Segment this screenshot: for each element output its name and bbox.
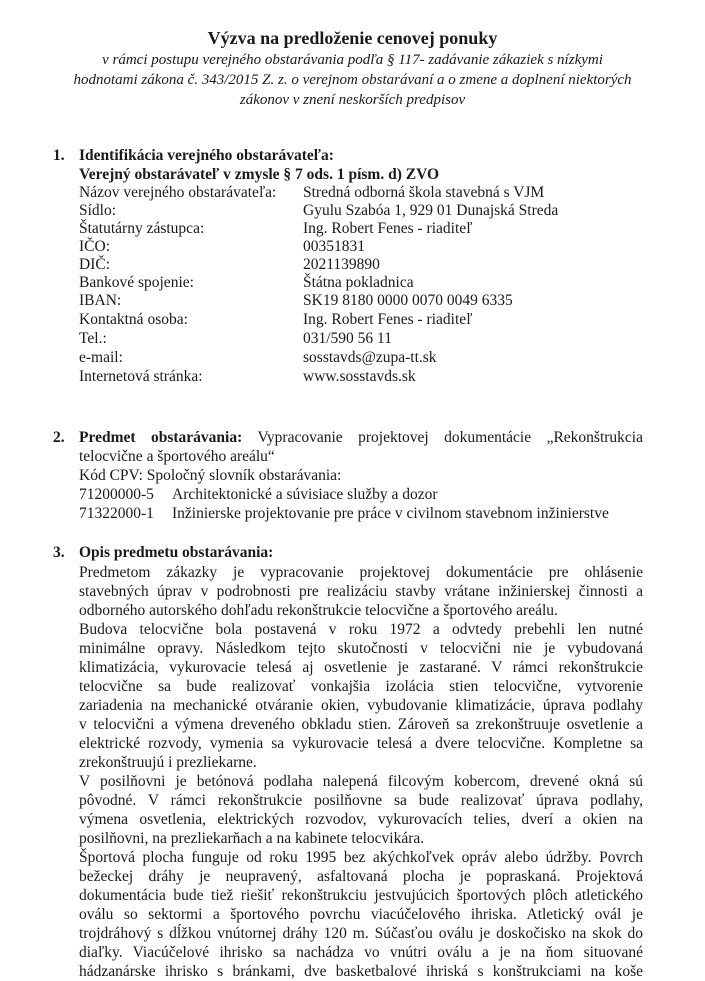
body-line: Predmetom zákazky je vypracovanie projektovej dokumentácie pre ohlásenie — [79, 564, 643, 581]
row-value: Ing. Robert Fenes - riaditeľ — [303, 220, 473, 237]
body-line: zariadenia na mechanické otváranie okien, vybudovanie klimatizácie, úprava podlahy — [79, 697, 643, 714]
subtitle-line: v rámci postupu verejného obstarávania podľa § 117- zadávanie zákaziek s nízkymi — [102, 52, 603, 68]
cpv-code: 71322000-1 — [79, 505, 154, 522]
body-line: posilňovni, na prezliekarňach a na kabinete telocvikára. — [79, 830, 425, 847]
row-label: Tel.: — [79, 330, 107, 347]
row-value: 00351831 — [303, 238, 365, 255]
row-value: SK19 8180 0000 0070 0049 6335 — [303, 292, 513, 309]
body-line: Športová plocha funguje od roku 1995 bez akýchkoľvek opráv alebo údržby. Povrch — [79, 849, 643, 866]
row-value: www.sosstavds.sk — [303, 368, 416, 385]
body-line: trojdráhový s dĺžkou vnútornej dráhy 120 m. Súčasťou oválu je doskočisko na skok do — [79, 925, 643, 942]
cpv-code: 71200000-5 — [79, 486, 154, 503]
cpv-description: Inžinierske projektovanie pre práce v civilnom stavebnom inžinierstve — [172, 505, 609, 522]
body-line: diaľky. Viacúčelové ihrisko sa nachádza vo vnútri oválu a je na ňom situované — [79, 944, 643, 961]
subtitle-line: zákonov v znení neskorších predpisov — [239, 92, 466, 108]
row-value: Štátna pokladnica — [303, 274, 414, 291]
body-line: telocvične sa bude realizovať vonkajšia izolácia stien telocvične, vytvorenie — [79, 678, 643, 695]
row-label: DIČ: — [79, 256, 110, 273]
body-line: minimálne opravy. Následkom tejto skutočnosti v telocvični nie je vybudovaná — [79, 640, 643, 657]
body-line: dokumentácia bude tiež riešiť rekonštrukciu jestvujúcich športových plôch atletického — [79, 887, 643, 904]
body-line: hádzanárske ihrisko s bránkami, dve basketbalové ihriská s konštrukciami na koše — [79, 963, 643, 980]
row-label: IČO: — [79, 238, 110, 255]
body-line: elektrické rozvody, vymenia sa vykurovacie telesá a dvere telocvične. Kompletne sa — [79, 735, 643, 752]
row-label: Bankové spojenie: — [79, 274, 194, 291]
row-label: Internetová stránka: — [79, 368, 203, 385]
section-1-subheading: Verejný obstarávateľ v zmysle § 7 ods. 1 písm. d) ZVO — [79, 166, 440, 183]
row-value: Gyulu Szabóa 1, 929 01 Dunajská Streda — [303, 202, 559, 219]
body-line: pôvodné. V rámci rekonštrukcie posilňovne sa bude realizovať úprava podlahy, — [79, 792, 643, 809]
section-2-second-line: telocvične a športového areálu“ — [79, 448, 275, 465]
section-3-heading: Opis predmetu obstarávania: — [79, 544, 274, 561]
row-value: 031/590 56 11 — [303, 330, 392, 347]
body-line: klimatizácia, vykurovacie telesá aj osvetlenie je zastarané. V rámci rekonštrukcie — [79, 659, 643, 676]
row-label: Názov verejného obstarávateľa: — [79, 184, 277, 201]
body-line: bežeckej dráhy je neupravený, asfaltovaná plocha je popraskaná. Projektová — [79, 868, 643, 885]
row-label: e-mail: — [79, 349, 123, 366]
body-line: Budova telocvične bola postavená v roku 1972 a odvtedy prebehli len nutné — [79, 621, 643, 638]
row-label: IBAN: — [79, 292, 122, 309]
body-line: stavebných úprav v podrobnosti pre realizáciu stavby vrátane inžinierskej činnosti a — [79, 583, 643, 600]
section-2-text: Vypracovanie projektovej dokumentácie „Rekonštrukcia — [257, 429, 643, 446]
row-value: Ing. Robert Fenes - riaditeľ — [303, 311, 473, 328]
cpv-label: Kód CPV: Spoločný slovník obstarávania: — [79, 467, 342, 484]
section-3-number: 3. — [53, 544, 65, 561]
document-title: Výzva na predloženie cenovej ponuky — [207, 28, 498, 48]
cpv-description: Architektonické a súvisiace služby a dozor — [172, 486, 438, 503]
row-label: Kontaktná osoba: — [79, 311, 188, 328]
row-value: sosstavds@zupa-tt.sk — [303, 349, 437, 366]
section-1-heading: Identifikácia verejného obstarávateľa: — [79, 147, 334, 164]
document-subtitle — [40, 50, 665, 110]
row-label: Štatutárny zástupca: — [79, 220, 205, 237]
body-line: V posilňovni je betónová podlaha nalepená filcovým kobercom, drevené okná sú — [79, 773, 643, 790]
subtitle-line: hodnotami zákona č. 343/2015 Z. z. o verejnom obstarávaní a o zmene a doplnení niektorých — [73, 72, 632, 88]
row-label: Sídlo: — [79, 202, 117, 219]
body-line: v telocvični a výmena dreveného obkladu stien. Zároveň sa zrekonštruuje osvetlenie a — [79, 716, 643, 733]
section-1-number: 1. — [53, 147, 65, 164]
row-value: Stredná odborná škola stavebná s VJM — [303, 184, 545, 201]
row-value: 2021139890 — [303, 256, 380, 273]
section-2-number: 2. — [53, 429, 65, 446]
section-2-first-line — [79, 428, 643, 447]
body-line: výmena osvetlenia, elektrických rozvodov, vykurovacích telies, dverí a okien na — [79, 811, 643, 828]
section-2-heading: Predmet obstarávania: — [79, 429, 243, 446]
body-line: zrekonštruujú i prezliekarne. — [79, 754, 257, 771]
body-line: odborného autorského dohľadu rekonštrukcie telocvične a športového areálu. — [79, 602, 558, 619]
body-line: oválu so sektormi a športového povrchu viacúčelového ihriska. Atletický ovál je — [79, 906, 643, 923]
